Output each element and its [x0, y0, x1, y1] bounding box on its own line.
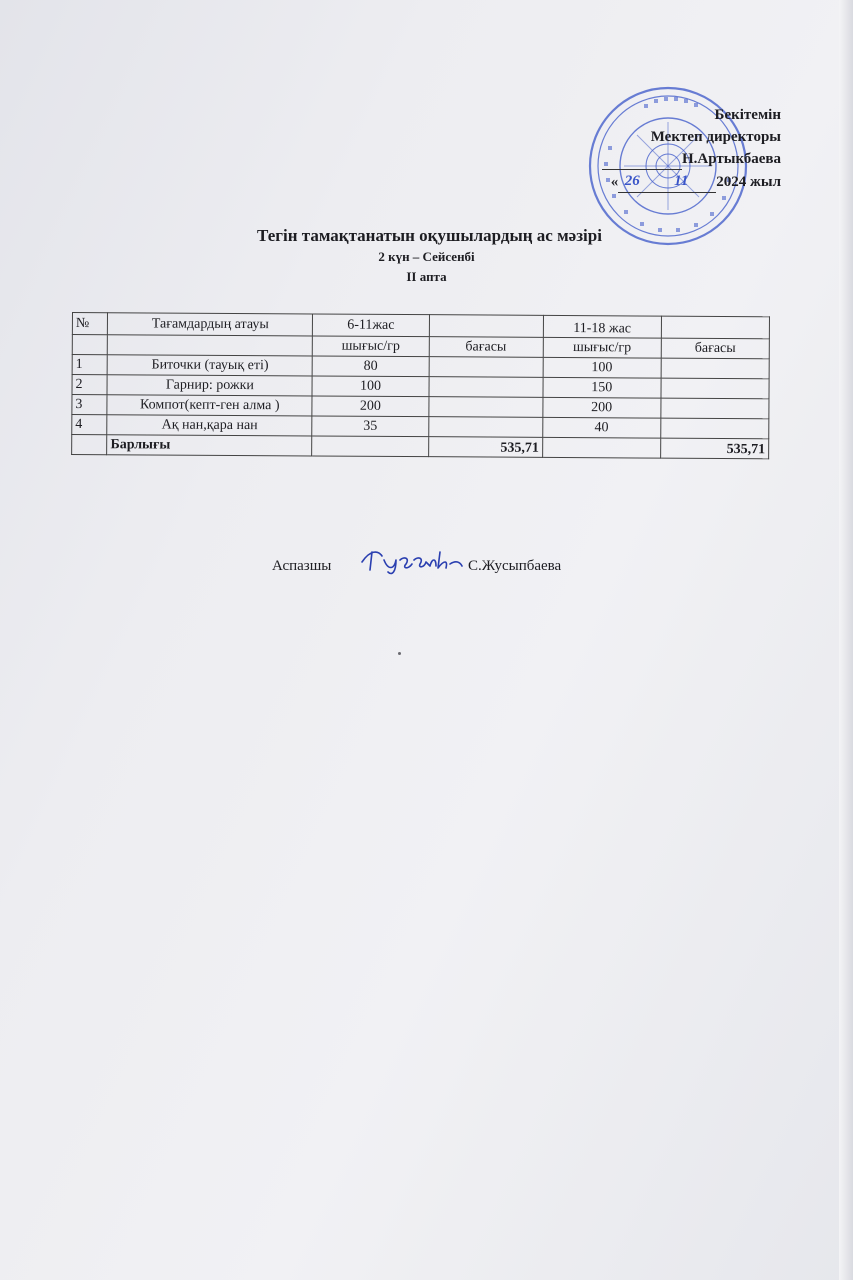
header-empty-2 [661, 316, 769, 339]
director-name: Н.Артыкбаева [681, 151, 781, 167]
approval-position: Мектеп директоры [650, 129, 781, 145]
cook-signature-line [272, 558, 562, 575]
row-number: 3 [72, 395, 107, 415]
subheader-output-2: шығыс/гр [543, 337, 661, 358]
row-price-2 [661, 378, 769, 399]
row-dish-name: Компот(кепт-ген алма ) [107, 395, 312, 416]
cook-name: С.Жусыпбаева [468, 558, 562, 574]
subheader-empty [72, 335, 107, 355]
approval-heading: Бекітемін [714, 107, 781, 123]
paper-speck [398, 652, 401, 655]
row-price-1 [428, 397, 542, 418]
header-empty-1 [429, 315, 543, 338]
total-price-2: 535,71 [660, 438, 768, 459]
subheader-price-1: бағасы [429, 337, 543, 358]
total-price-1: 535,71 [428, 437, 542, 458]
row-price-2 [661, 418, 769, 439]
page-title: Тегін тамақтанатын оқушылардың ас мәзірі [257, 226, 602, 245]
total-empty-output-1 [312, 436, 428, 457]
total-empty-output-2 [542, 437, 660, 458]
subheader-empty-name [108, 335, 313, 356]
cook-handwritten-signature [356, 542, 466, 578]
row-output-1: 35 [312, 416, 428, 437]
week-label: II апта [406, 269, 447, 284]
row-output-1: 200 [312, 396, 428, 417]
row-price-1 [428, 417, 542, 438]
row-price-1 [429, 377, 543, 398]
subheader-price-2: бағасы [661, 338, 769, 359]
date-month: 11 [646, 170, 716, 193]
row-price-1 [429, 357, 543, 378]
subheader-output-1: шығыс/гр [313, 336, 429, 357]
row-dish-name: Биточки (тауық еті) [107, 355, 312, 376]
paper-edge [839, 0, 853, 1280]
date-open-quote: « [610, 174, 619, 190]
row-output-2: 200 [543, 397, 661, 418]
row-price-2 [661, 358, 769, 379]
approval-date-line [551, 170, 781, 193]
date-year: 2024 жыл [716, 174, 781, 190]
row-number: 2 [72, 375, 107, 395]
header-age-group-2: 11-18 жас [543, 315, 661, 338]
menu-table [71, 312, 770, 459]
row-number: 4 [72, 415, 107, 435]
title-block [0, 226, 853, 285]
table-total-row [72, 435, 769, 459]
row-output-1: 80 [313, 356, 429, 377]
date-day: 26 [618, 170, 646, 193]
row-dish-name: Ақ нан,қара нан [107, 415, 312, 436]
total-label: Барлығы [107, 435, 312, 456]
row-dish-name: Гарнир: рожки [107, 375, 312, 396]
row-output-2: 100 [543, 357, 661, 378]
row-output-2: 40 [542, 417, 660, 438]
row-number: 1 [72, 355, 107, 375]
row-output-1: 100 [312, 376, 428, 397]
approval-signature-line [551, 148, 781, 170]
row-output-2: 150 [543, 377, 661, 398]
cook-role: Аспазшы [272, 558, 332, 574]
row-price-2 [661, 398, 769, 419]
day-subtitle: 2 күн – Сейсенбі [378, 249, 475, 264]
header-age-group-1: 6-11жас [313, 314, 429, 337]
approval-block [551, 104, 781, 193]
total-empty-num [72, 435, 107, 455]
header-dish-name: Тағамдардың атауы [108, 313, 313, 336]
header-number: № [72, 313, 107, 335]
